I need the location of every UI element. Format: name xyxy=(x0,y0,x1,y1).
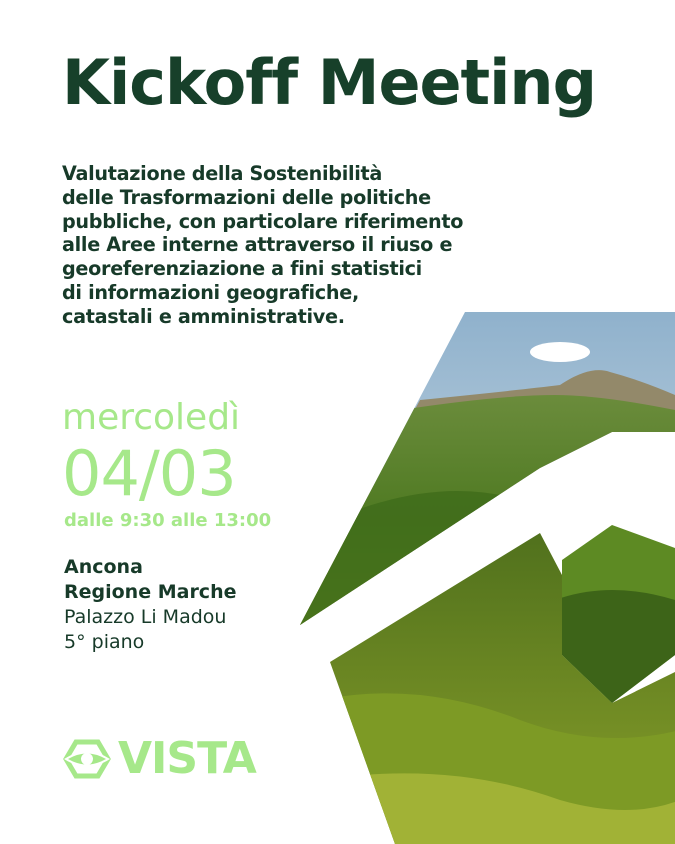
logo-text: VISTA xyxy=(118,733,256,784)
vista-logo xyxy=(62,733,256,784)
page-title: Kickoff Meeting xyxy=(62,46,596,119)
event-date: 04/03 xyxy=(62,437,236,510)
vista-eye-icon xyxy=(62,738,112,780)
location-building: Palazzo Li Madou xyxy=(64,606,227,628)
event-time: dalle 9:30 alle 13:00 xyxy=(64,510,272,531)
event-day: mercoledì xyxy=(62,397,241,438)
location-region: Regione Marche xyxy=(64,581,237,603)
event-description: Valutazione della Sostenibilità delle Trasformazioni delle politiche pubbliche, con particolare riferimento alle Aree interne attraverso il riuso e georeferenziazione a fini statistici di informazioni geografiche, catastali e amministrative. xyxy=(62,162,464,328)
event-location xyxy=(64,555,236,655)
location-city: Ancona xyxy=(64,556,143,578)
location-floor: 5° piano xyxy=(64,631,145,653)
